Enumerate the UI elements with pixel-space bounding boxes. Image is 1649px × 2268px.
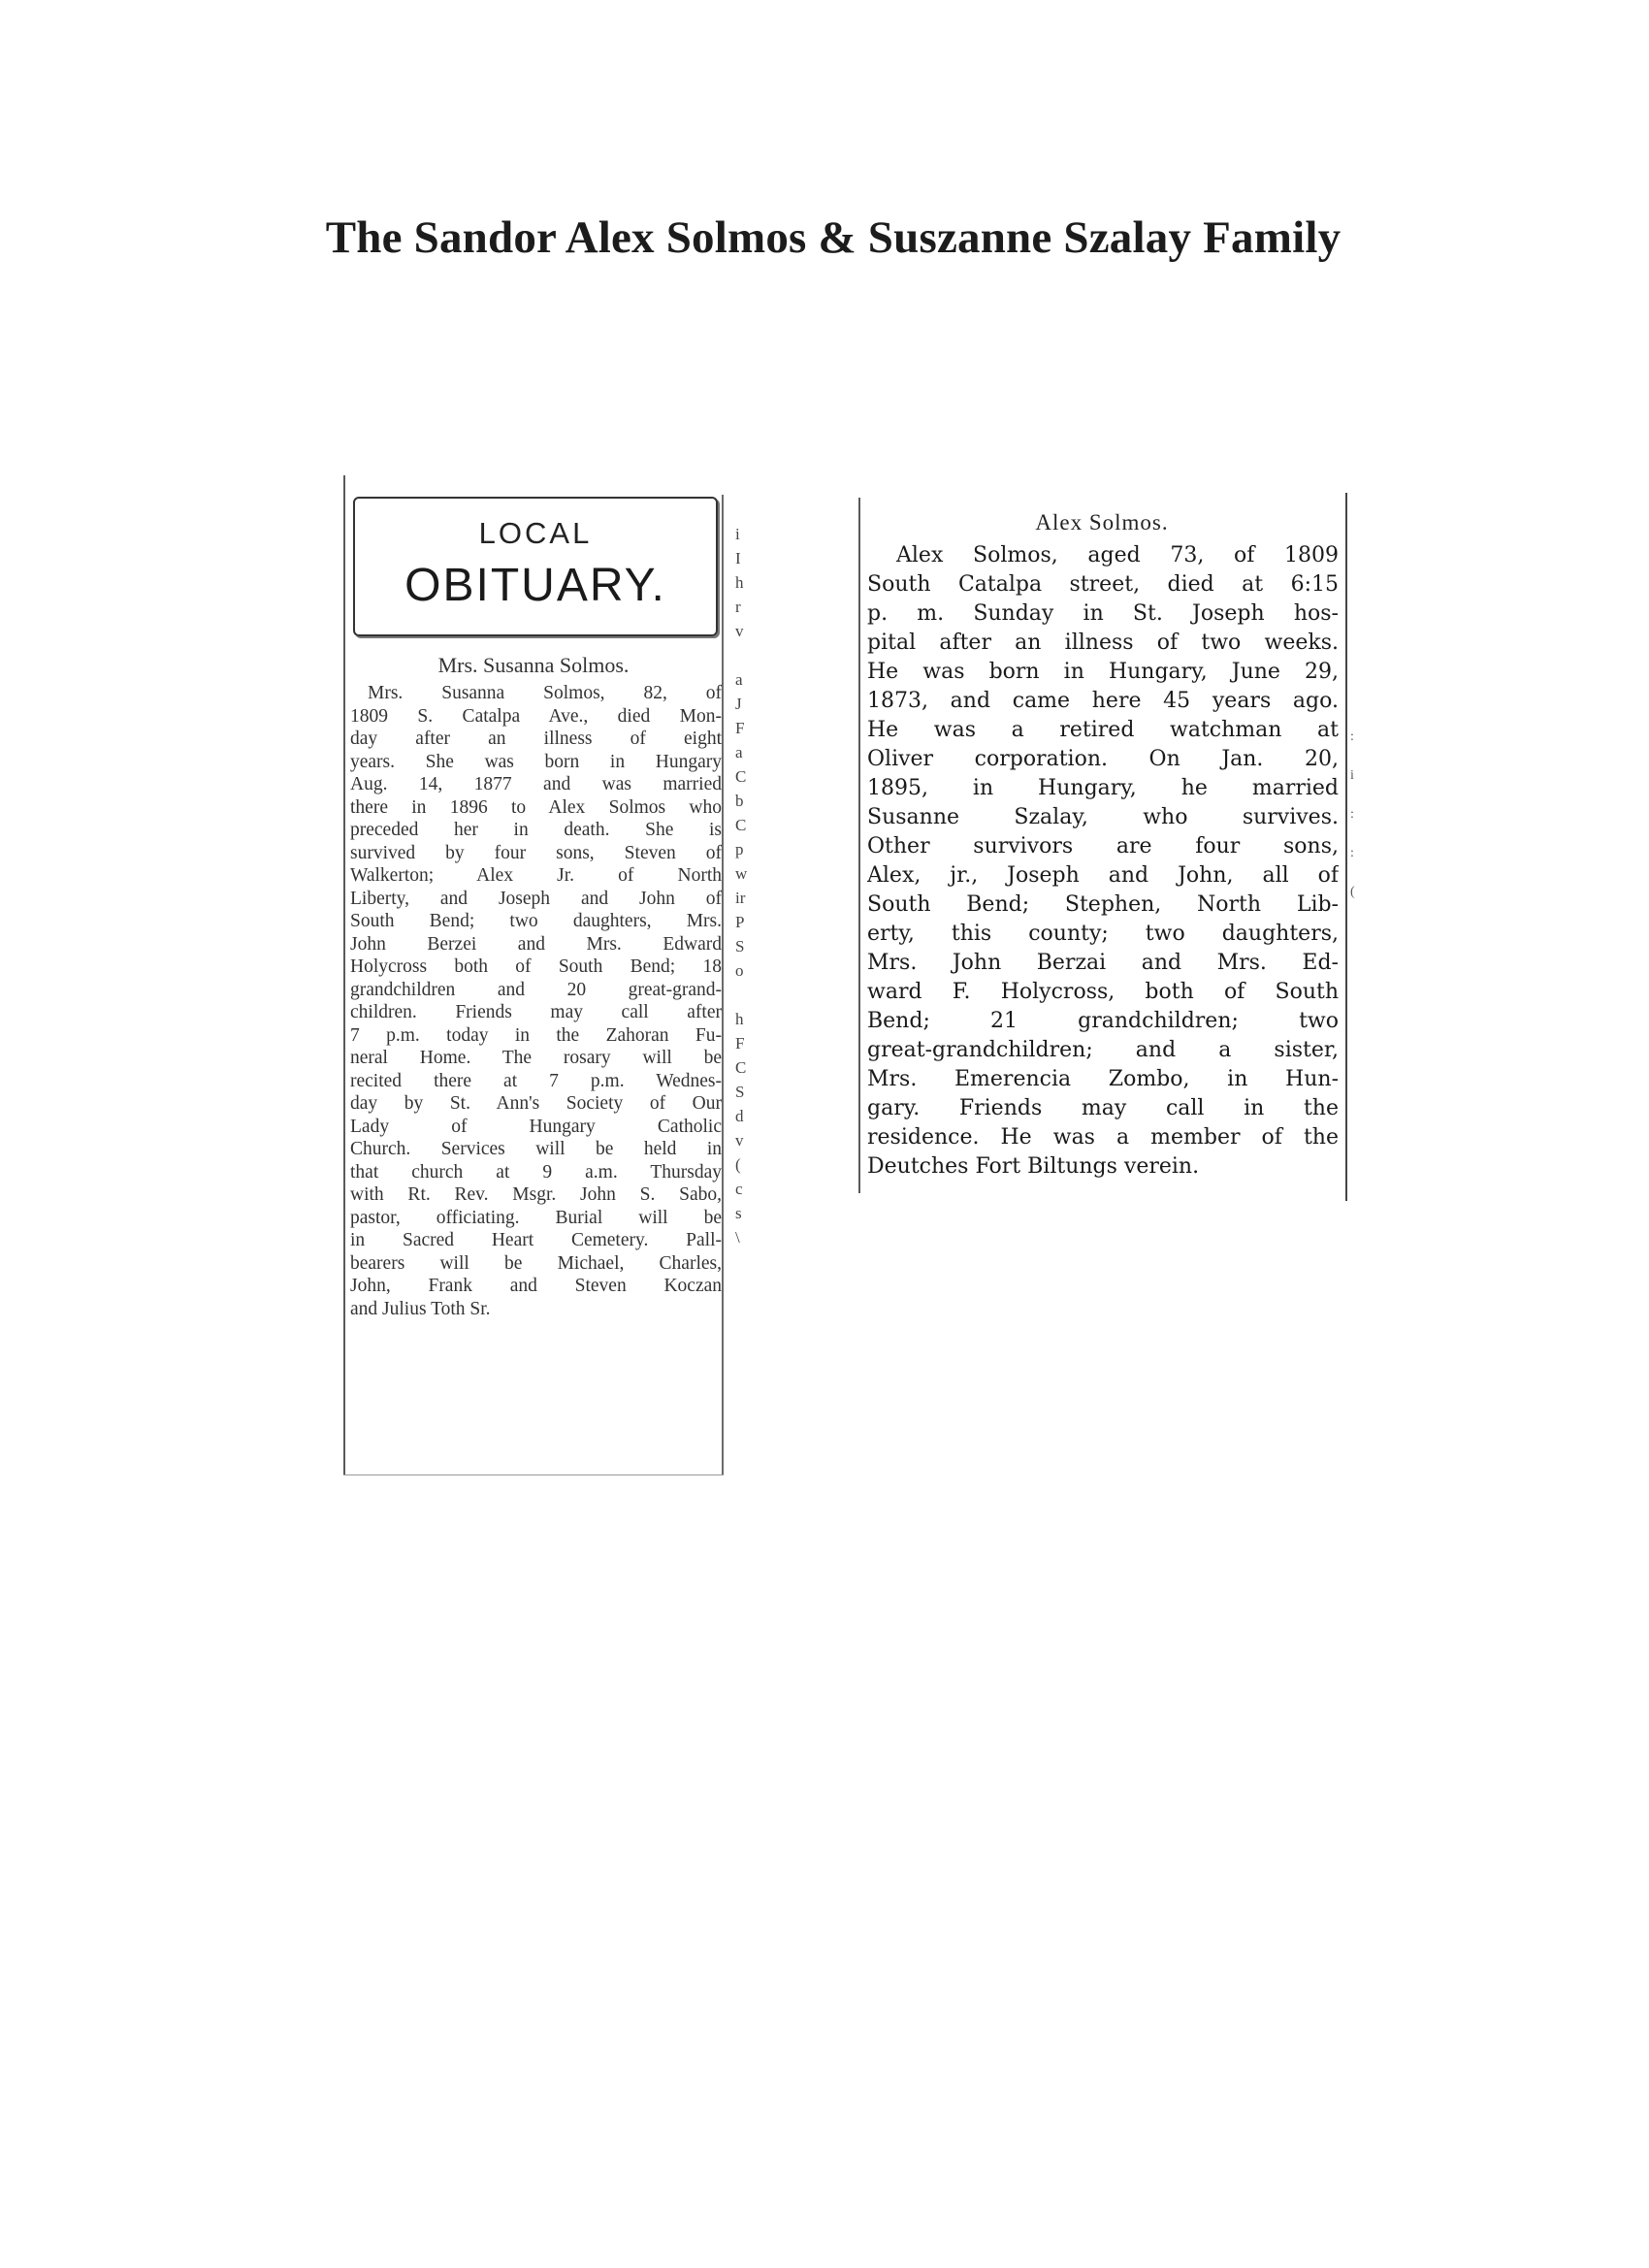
text-line: Other survivors are four sons, [867,834,1339,859]
column-rule [722,495,724,1474]
fragment-letter: J [735,695,742,713]
fragment-letter: ( [735,1155,741,1174]
text-line: South Catalpa street, died at 6:15 [867,572,1339,597]
text-line: erty, this county; two daughters, [867,922,1339,946]
fragment-letter: i [735,525,740,543]
text-line: there in 1896 to Alex Solmos who [350,796,722,818]
deceased-name: Alex Solmos. [1035,510,1169,535]
page-title: The Sandor Alex Solmos & Suszanne Szalay Family [325,212,1342,263]
text-line: He was born in Hungary, June 29, [867,660,1339,684]
text-line: 1873, and came here 45 years ago. [867,689,1339,713]
text-line: and Julius Toth Sr. [350,1298,491,1319]
text-line: that church at 9 a.m. Thursday [350,1161,722,1183]
fragment-letter: v [735,1131,744,1150]
fragment-letter: p [735,840,744,859]
text-line: Alex Solmos, aged 73, of 1809 [896,543,1339,567]
fragment-letter: a [735,743,743,761]
text-line: great-grandchildren; and a sister, [867,1038,1339,1062]
text-line: Susanne Szalay, who survives. [867,805,1339,829]
fragment-letter: v [735,622,744,640]
column-rule [343,475,345,1474]
text-line: ward F. Holycross, both of South [867,980,1339,1004]
fragment-letter: w [735,864,748,883]
fragment-letter: : [1350,807,1354,822]
text-line: residence. He was a member of the [867,1125,1339,1150]
text-line: 1895, in Hungary, he married [867,776,1339,800]
column-rule [858,498,860,1193]
fragment-letter: r [735,598,741,616]
obituary-clipping-susanna [343,475,728,1479]
fragment-letter: C [735,1058,747,1077]
text-line: South Bend; two daughters, Mrs. [350,911,722,931]
fragment-letter: d [735,1107,744,1125]
text-line: Mrs. John Berzai and Mrs. Ed- [867,951,1339,975]
fragment-letter: b [735,792,744,810]
fragment-letter: F [735,1034,745,1053]
text-line: neral Home. The rosary will be [350,1048,722,1068]
text-line: with Rt. Rev. Msgr. John S. Sabo, [350,1184,722,1205]
text-line: John, Frank and Steven Koczan [350,1276,722,1296]
deceased-name: Mrs. Susanna Solmos. [437,653,630,677]
fragment-letter: c [735,1180,743,1198]
text-line: Mrs. Susanna Solmos, 82, of [368,683,722,703]
text-line: gary. Friends may call in the [867,1096,1339,1120]
obituary-text [867,541,1339,1182]
text-line: pastor, officiating. Burial will be [350,1207,722,1228]
text-line: Liberty, and Joseph and John of [350,888,722,909]
text-line: Aug. 14, 1877 and was married [350,774,722,794]
fragment-letter: ir [735,889,746,907]
fragment-letter: S [735,1083,745,1101]
fragment-letter: o [735,961,744,980]
header-obituary: OBITUARY. [404,560,666,611]
text-line: in Sacred Heart Cemetery. Pall- [350,1230,722,1250]
fragment-letter [735,643,753,667]
fragment-letter: : [1350,846,1354,860]
adjacent-column-fragment [735,522,753,1249]
text-line: Oliver corporation. On Jan. 20, [867,747,1339,771]
fragment-letter: C [735,816,747,834]
text-line: He was a retired watchman at [867,718,1339,742]
obituary-header-box [353,497,718,636]
text-line: grandchildren and 20 great-grand- [350,979,722,1000]
fragment-letter: C [735,767,747,786]
text-line: Deutches Fort Biltungs verein. [867,1154,1200,1179]
obituary-text [350,682,722,1320]
fragment-letter: i [1350,768,1354,783]
text-line: Bend; 21 grandchildren; two [867,1009,1339,1033]
fragment-letter: h [735,573,744,592]
column-rule [1345,493,1347,1201]
text-line: day after an illness of eight [350,729,722,749]
text-line: South Bend; Stephen, North Lib- [867,892,1339,917]
fragment-letter: ( [1350,885,1355,899]
text-line: Mrs. Emerencia Zombo, in Hun- [867,1067,1339,1091]
text-line: children. Friends may call after [350,1002,722,1022]
fragment-letter: P [735,913,745,931]
text-line: Walkerton; Alex Jr. of North [350,865,722,886]
text-line: survived by four sons, Steven of [350,842,722,863]
clipping-edge [343,1474,724,1475]
fragment-letter: a [735,670,743,689]
text-line: 1809 S. Catalpa Ave., died Mon- [350,705,722,727]
text-line: Church. Services will be held in [350,1139,722,1159]
text-line: John Berzei and Mrs. Edward [350,933,722,955]
text-line: recited there at 7 p.m. Wednes- [350,1070,722,1091]
fragment-letter: h [735,1010,744,1028]
text-line: Holycross both of South Bend; 18 [350,956,722,977]
header-local: LOCAL [478,516,593,550]
text-line: Lady of Hungary Catholic [350,1116,722,1137]
fragment-letter: : [1350,729,1354,744]
fragment-letter: I [735,549,741,567]
text-line: Alex, jr., Joseph and John, all of [867,863,1339,888]
text-line: pital after an illness of two weeks. [867,631,1339,655]
fragment-letter: F [735,719,745,737]
text-line: 7 p.m. today in the Zahoran Fu- [350,1024,722,1046]
fragment-letter: S [735,937,745,956]
fragment-letter: s [735,1204,742,1222]
text-line: day by St. Ann's Society of Our [350,1093,722,1114]
fragment-letter [735,983,753,1007]
text-line: p. m. Sunday in St. Joseph hos- [867,601,1339,626]
text-line: years. She was born in Hungary [350,751,722,772]
text-line: preceded her in death. She is [350,820,722,840]
text-line: bearers will be Michael, Charles, [350,1252,722,1274]
fragment-letter: \ [735,1228,740,1247]
obituary-clipping-alex [858,493,1351,1193]
adjacent-column-fragment [1350,718,1366,912]
